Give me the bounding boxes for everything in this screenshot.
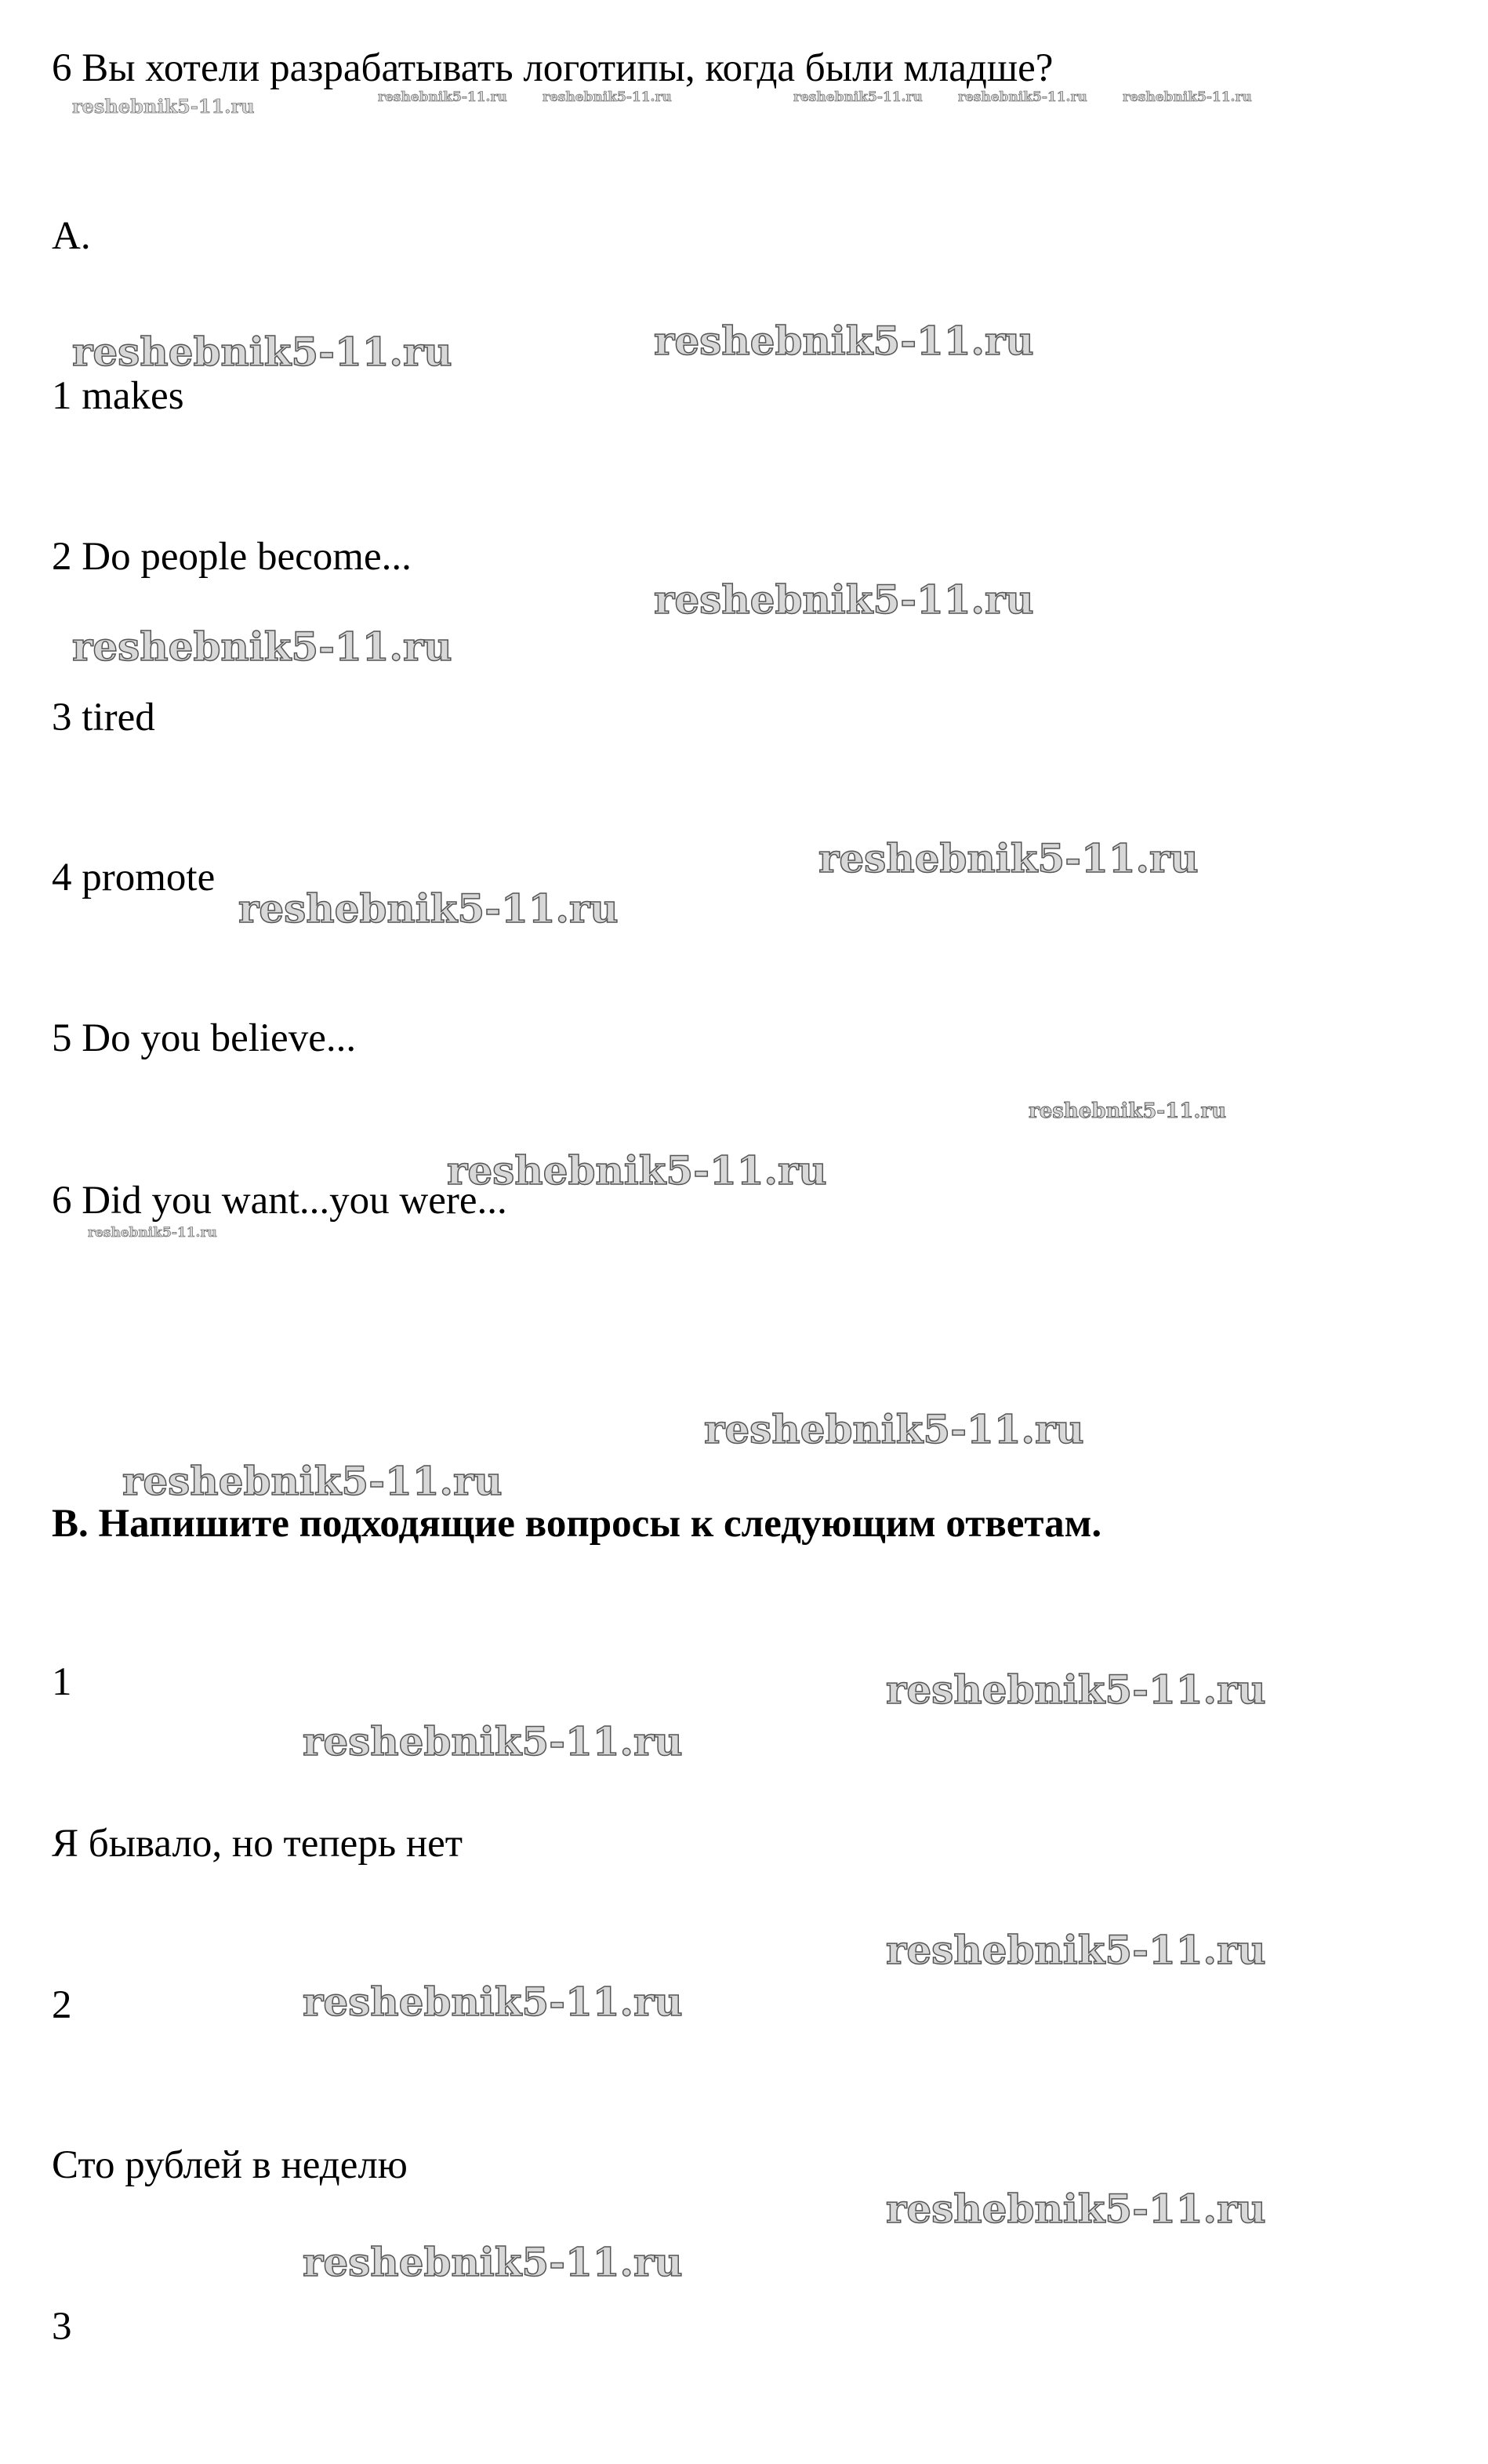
watermark: reshebnik5-11.ru (543, 89, 672, 105)
section-b-item-1-number: 1 (52, 1660, 72, 1704)
watermark: reshebnik5-11.ru (958, 89, 1087, 105)
watermark: reshebnik5-11.ru (704, 1406, 1084, 1452)
section-b-item-2-number: 2 (52, 1983, 72, 2027)
watermark: reshebnik5-11.ru (122, 1458, 503, 1504)
watermark: reshebnik5-11.ru (1029, 1099, 1227, 1123)
watermark: reshebnik5-11.ru (72, 623, 452, 670)
section-b-item-1-answer: Я бывало, но теперь нет (52, 1822, 463, 1866)
section-a-item-6: 6 Did you want...you were... (52, 1179, 507, 1223)
section-b-item-2-answer: Сто рублей в неделю (52, 2143, 408, 2187)
watermark: reshebnik5-11.ru (72, 329, 452, 375)
watermark: reshebnik5-11.ru (1123, 89, 1252, 105)
watermark: reshebnik5-11.ru (886, 2186, 1266, 2232)
section-a-item-1: 1 makes (52, 374, 184, 418)
watermark: reshebnik5-11.ru (793, 89, 923, 105)
watermark: reshebnik5-11.ru (654, 318, 1034, 364)
watermark: reshebnik5-11.ru (238, 885, 619, 932)
watermark: reshebnik5-11.ru (818, 835, 1199, 881)
watermark: reshebnik5-11.ru (303, 2239, 683, 2285)
watermark: reshebnik5-11.ru (886, 1927, 1266, 1973)
watermark: reshebnik5-11.ru (654, 576, 1034, 623)
question-6-text: 6 Вы хотели разрабатывать логотипы, когда были младше? (52, 46, 1054, 90)
section-a-item-2: 2 Do people become... (52, 535, 412, 579)
watermark: reshebnik5-11.ru (378, 89, 507, 105)
watermark: reshebnik5-11.ru (447, 1147, 827, 1194)
section-a-item-4: 4 promote (52, 856, 216, 899)
section-a-heading: A. (52, 214, 91, 258)
section-a-item-3: 3 tired (52, 696, 155, 740)
section-b-heading: B. Напишите подходящие вопросы к следующим ответам. (52, 1502, 1102, 1546)
watermark: reshebnik5-11.ru (88, 1225, 217, 1241)
watermark: reshebnik5-11.ru (303, 1979, 683, 2025)
watermark: reshebnik5-11.ru (303, 1718, 683, 1764)
section-a-item-5: 5 Do you believe... (52, 1016, 357, 1060)
section-b-item-3-number: 3 (52, 2305, 72, 2349)
watermark: reshebnik5-11.ru (886, 1666, 1266, 1713)
watermark: reshebnik5-11.ru (72, 95, 255, 118)
